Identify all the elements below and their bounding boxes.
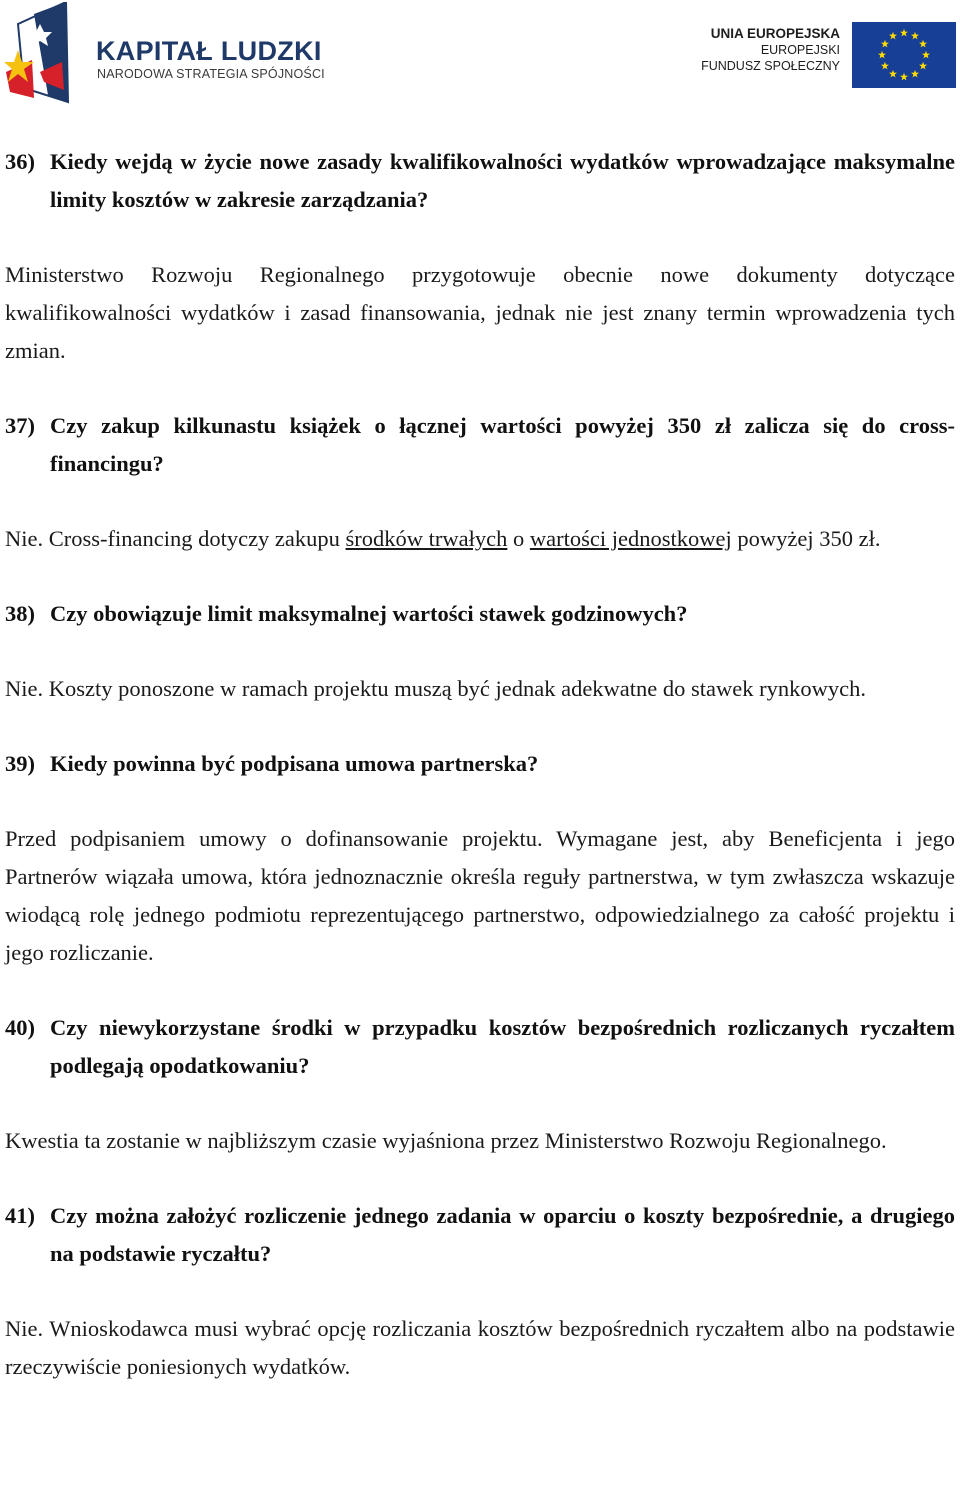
faq-item-41 bbox=[5, 1197, 955, 1273]
question-text: Kiedy powinna być podpisana umowa partnerska? bbox=[50, 751, 539, 776]
question-text: Czy obowiązuje limit maksymalnej wartości stawek godzinowych? bbox=[50, 601, 688, 626]
question-text: Czy niewykorzystane środki w przypadku kosztów bezpośrednich rozliczanych ryczałtem podlegają opodatkowaniu? bbox=[50, 1015, 955, 1078]
question-text: Czy można założyć rozliczenie jednego zadania w oparciu o koszty bezpośrednie, a drugiego na podstawie ryczałtu? bbox=[50, 1203, 955, 1266]
question-number: 41) bbox=[5, 1203, 35, 1228]
question-number: 40) bbox=[5, 1015, 35, 1040]
question-text: Czy zakup kilkunastu książek o łącznej wartości powyżej 350 zł zalicza się do cross-financingu? bbox=[50, 413, 955, 476]
question bbox=[5, 1197, 955, 1273]
answer-41 bbox=[5, 1310, 955, 1386]
answer-36 bbox=[5, 256, 955, 370]
question-number: 36) bbox=[5, 149, 35, 174]
answer-39 bbox=[5, 820, 955, 972]
underlined-term: wartości jednostkowej bbox=[529, 526, 732, 551]
answer-text bbox=[5, 520, 955, 558]
kapital-ludzki-logo bbox=[4, 2, 334, 104]
faq-item-38 bbox=[5, 595, 955, 633]
question-number: 38) bbox=[5, 601, 35, 626]
answer-text: Przed podpisaniem umowy o dofinansowanie projektu. Wymagane jest, aby Beneficjenta i jego Partnerów wiązała umowa, która jednoznacznie określa reguły partnerstwa, w tym zwłaszcza wskazuje wiodącą rolę jednego podmiotu reprezentującego partnerstwo, odpowiedzialnego za całość projektu i jego rozliczanie. bbox=[5, 826, 955, 965]
faq-item-37 bbox=[5, 407, 955, 483]
kapital-ludzki-emblem-icon bbox=[4, 2, 74, 104]
eu-logo-line3: FUNDUSZ SPOŁECZNY bbox=[701, 59, 840, 73]
eu-flag-icon bbox=[852, 22, 956, 88]
answer-text: Nie. Wnioskodawca musi wybrać opcję rozliczania kosztów bezpośrednich ryczałtem albo na podstawie rzeczywiście poniesionych wydatków. bbox=[5, 1316, 955, 1379]
underlined-term: środków trwałych bbox=[345, 526, 508, 551]
kapital-ludzki-subtitle: NARODOWA STRATEGIA SPÓJNOŚCI bbox=[97, 67, 325, 81]
question bbox=[5, 1009, 955, 1085]
eu-logo-line1: UNIA EUROPEJSKA bbox=[710, 26, 840, 41]
answer-part: o bbox=[507, 526, 530, 551]
question-number: 37) bbox=[5, 413, 35, 438]
answer-part: Nie. Cross-financing dotyczy zakupu bbox=[5, 526, 346, 551]
kapital-ludzki-title: KAPITAŁ LUDZKI bbox=[96, 36, 322, 66]
eu-logo-line2: EUROPEJSKI bbox=[760, 43, 840, 57]
faq-content bbox=[5, 143, 955, 1386]
faq-item-40 bbox=[5, 1009, 955, 1085]
answer-text: Nie. Koszty ponoszone w ramach projektu muszą być jednak adekwatne do stawek rynkowych. bbox=[5, 676, 866, 701]
answer-37 bbox=[5, 520, 955, 558]
question bbox=[5, 595, 955, 633]
faq-item-36 bbox=[5, 143, 955, 219]
answer-part: powyżej 350 zł. bbox=[731, 526, 881, 551]
answer-40 bbox=[5, 1122, 955, 1160]
question-text: Kiedy wejdą w życie nowe zasady kwalifikowalności wydatków wprowadzające maksymalne limity kosztów w zakresie zarządzania? bbox=[50, 149, 955, 212]
answer-38 bbox=[5, 670, 955, 708]
question bbox=[5, 407, 955, 483]
answer-text: Kwestia ta zostanie w najbliższym czasie wyjaśniona przez Ministerstwo Rozwoju Regionalnego. bbox=[5, 1128, 887, 1153]
faq-item-39 bbox=[5, 745, 955, 783]
question bbox=[5, 143, 955, 219]
page-header bbox=[0, 0, 960, 110]
answer-text: Ministerstwo Rozwoju Regionalnego przygotowuje obecnie nowe dokumenty dotyczące kwalifikowalności wydatków i zasad finansowania, jednak nie jest znany termin wprowadzenia tych zmian. bbox=[5, 262, 955, 363]
question bbox=[5, 745, 955, 783]
eu-logo bbox=[700, 22, 956, 88]
eu-logo-text bbox=[701, 26, 840, 74]
question-number: 39) bbox=[5, 751, 35, 776]
